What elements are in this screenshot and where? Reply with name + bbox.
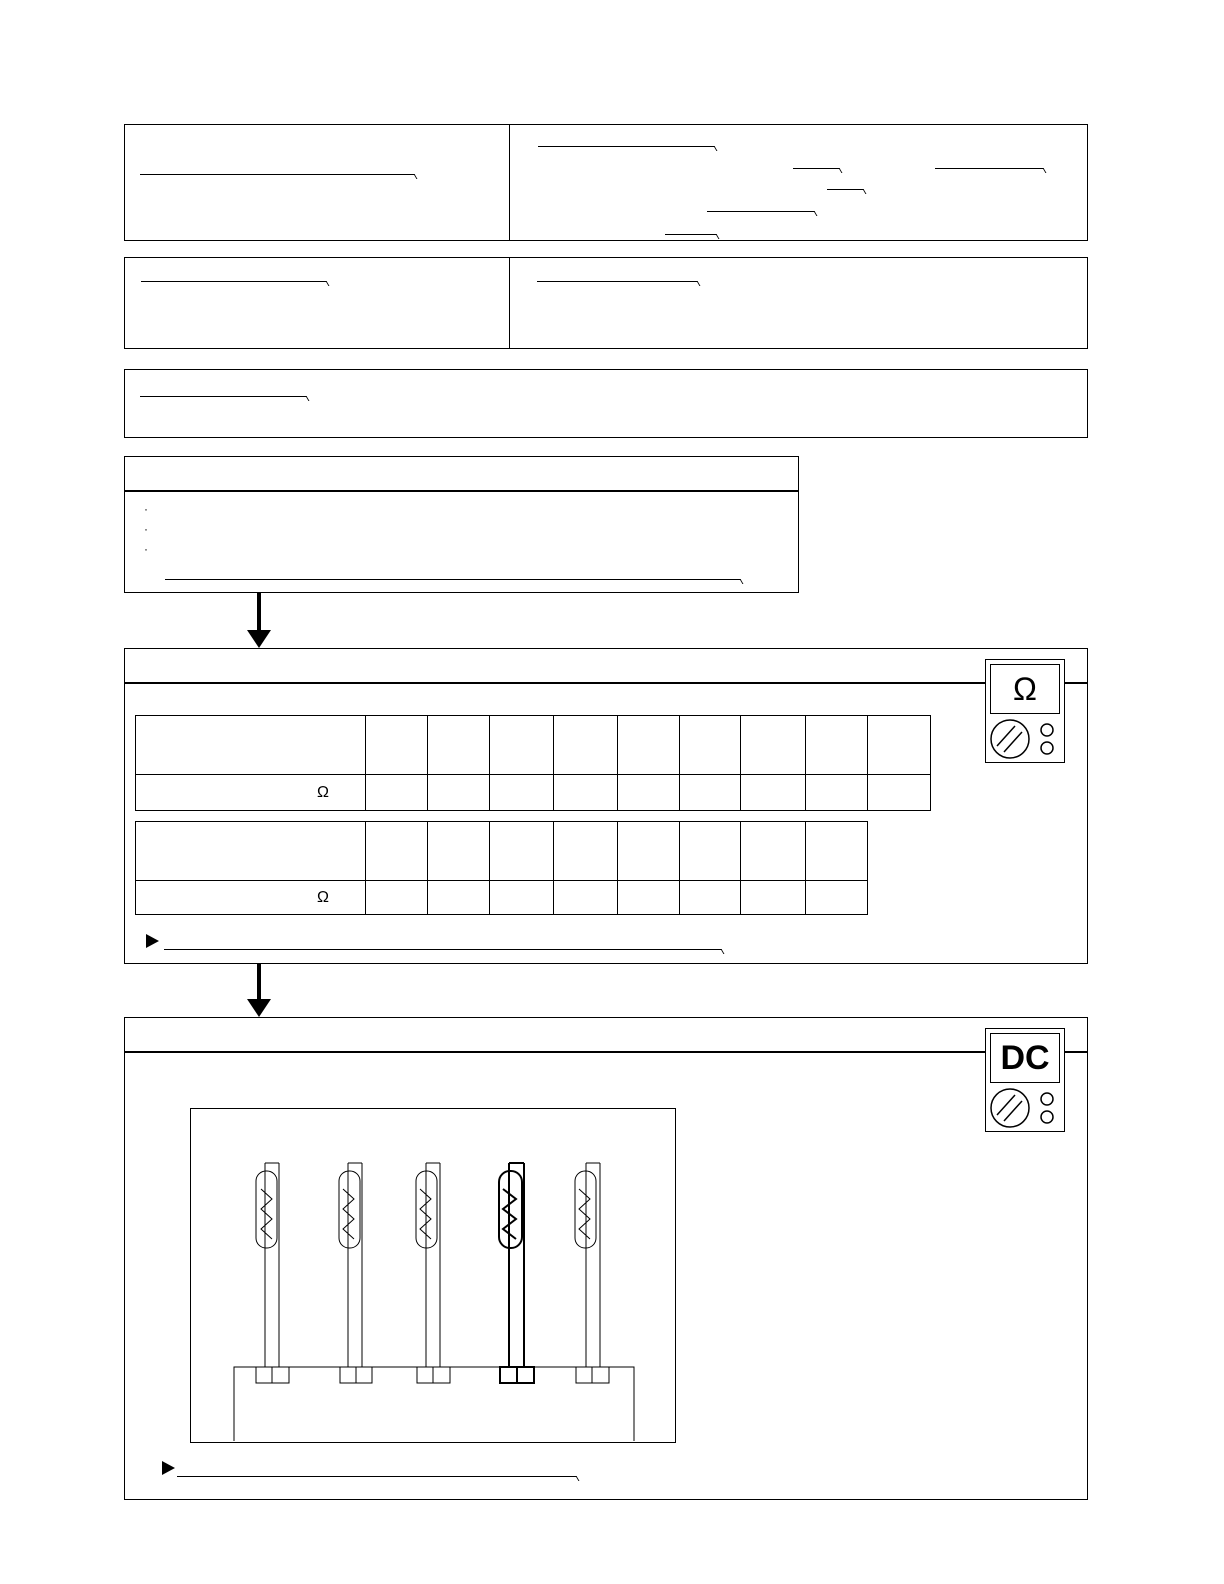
step-1-underline: [165, 579, 739, 580]
title-underline-1: [538, 146, 713, 147]
flow-arrow-head: [247, 999, 271, 1017]
title-underline-6: [665, 234, 715, 235]
glow-plug-diagram: [190, 1108, 676, 1443]
description-box: [124, 369, 1088, 438]
glow-plug-drawing: [191, 1109, 674, 1441]
flow-arrow-head: [247, 630, 271, 648]
resistance-table-1: [135, 715, 931, 811]
step-3-title-bar: [125, 1051, 1087, 1053]
glow-plug-5: [575, 1163, 609, 1383]
step-1-box: [124, 456, 799, 593]
info-left-underline: [141, 281, 325, 282]
meter-display: [990, 1033, 1060, 1083]
ohmmeter-icon: [985, 659, 1065, 763]
info-divider: [509, 257, 510, 349]
bullet: ·: [144, 522, 148, 536]
glow-plug-1: [256, 1163, 289, 1383]
engine-base: [234, 1367, 634, 1441]
step-1-title-bar: [125, 490, 798, 492]
play-icon: [146, 934, 159, 948]
ohm-unit-label: Ω: [136, 881, 366, 915]
play-icon: [162, 1461, 175, 1475]
flow-arrow: [257, 593, 261, 631]
step-2-result-underline: [164, 949, 720, 950]
info-right-underline: [537, 281, 696, 282]
glow-plug-3: [416, 1163, 450, 1383]
dc-voltmeter-icon: [985, 1028, 1065, 1132]
header-divider: [509, 124, 510, 241]
ohm-unit-label: Ω: [136, 775, 366, 811]
description-underline: [140, 396, 305, 397]
info-box: [124, 257, 1088, 349]
glow-plug-2: [339, 1163, 372, 1383]
model-underline: [140, 174, 413, 175]
title-underline-2: [793, 168, 838, 169]
glow-plug-4-highlighted: [499, 1163, 534, 1383]
ohm-symbol: Ω: [1013, 670, 1037, 707]
bullet: ·: [144, 542, 148, 556]
meter-display: [990, 664, 1060, 714]
dc-symbol: DC: [1000, 1038, 1050, 1077]
title-underline-5: [707, 211, 813, 212]
bullet: ·: [144, 502, 148, 516]
meter-dial-icon: [988, 717, 1062, 761]
step-2-title-bar: [125, 682, 1087, 684]
header-box: [124, 124, 1088, 241]
resistance-table-2: [135, 821, 868, 915]
meter-dial-icon: [988, 1086, 1062, 1130]
title-underline-3: [935, 168, 1042, 169]
title-underline-4: [827, 189, 862, 190]
step-3-result-underline: [177, 1476, 575, 1477]
flow-arrow: [257, 963, 261, 1001]
